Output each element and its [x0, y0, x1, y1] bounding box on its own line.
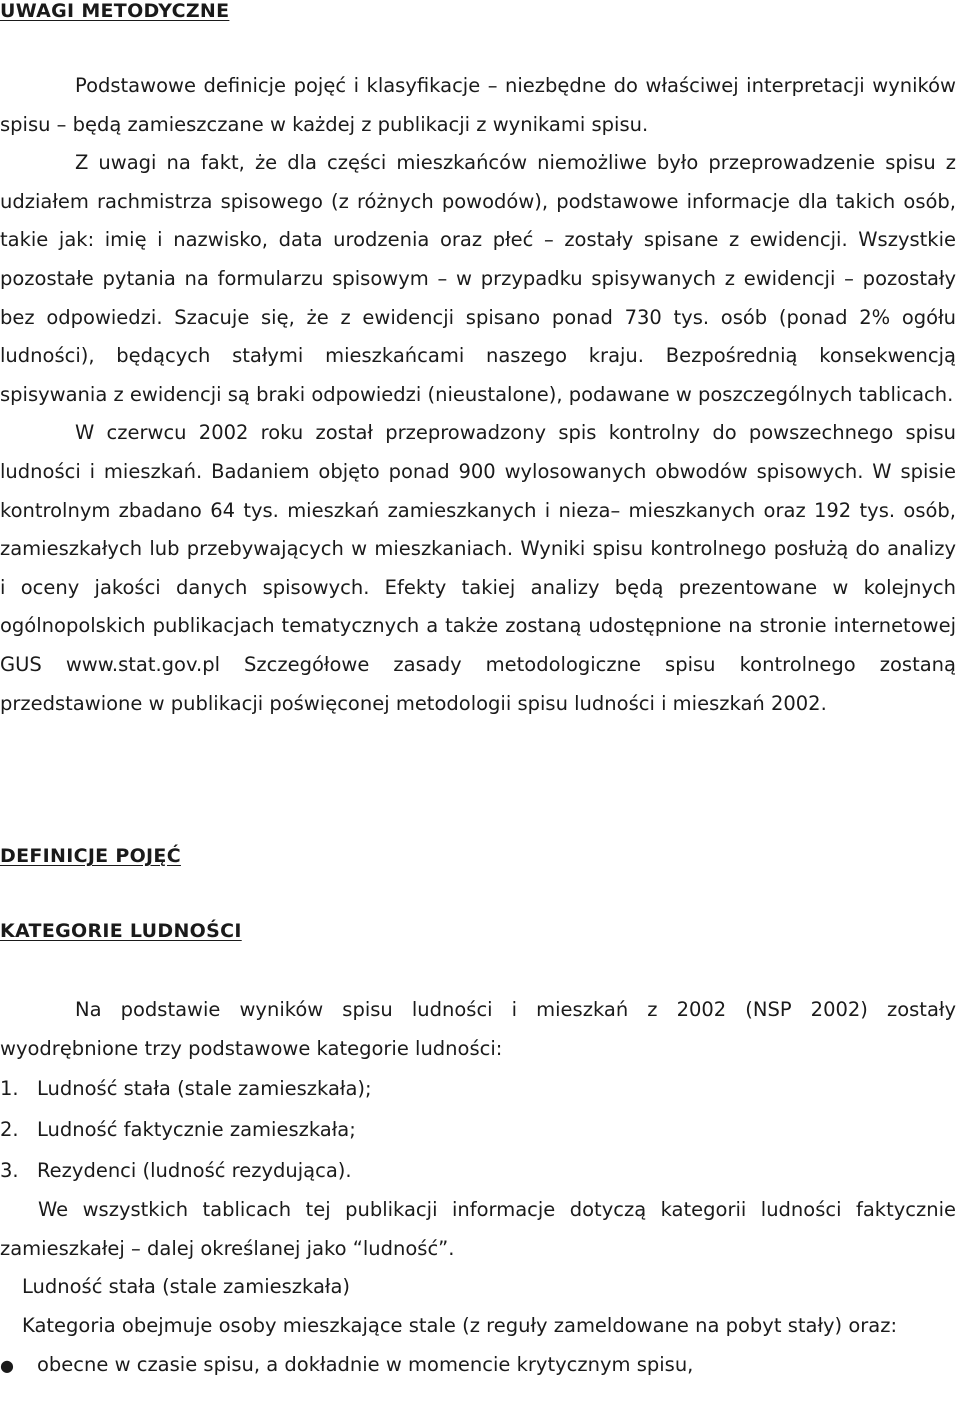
- heading-kategorie-ludnosci: KATEGORIE LUDNOŚCI: [0, 920, 242, 942]
- uwagi-body: [0, 67, 956, 723]
- list-item-text: Ludność stała (stale zamieszkała);: [37, 1077, 372, 1101]
- kategorie-body: [0, 991, 956, 1385]
- heading-definicje-pojec: DEFINICJE POJĘĆ: [0, 845, 181, 867]
- bullet-item-text: obecne w czasie spisu, a dokładnie w momencie krytycznym spisu,: [37, 1352, 694, 1376]
- bullet-icon: ●: [0, 1355, 14, 1375]
- bullet-list: [0, 1346, 956, 1385]
- subheading-ludnosc-stala: Ludność stała (stale zamieszkała): [22, 1275, 351, 1299]
- paragraph-uwagi-2: Z uwagi na fakt, że dla części mieszkańców niemożliwe było przeprowadzenie spisu z udziałem rachmistrza spisowego (z różnych powodów), podstawowe informacje dla takich osób, takie jak: imię i nazwisko, data urodzenia oraz płeć – zostały spisane z ewidencji. Wszystkie pozostałe pytania na formularzu spisowym – w przypadku spisywanych z ewidencji – pozostały bez odpowiedzi. Szacuje się, że z ewidencji spisano ponad 730 tys. osób (ponad 2% ogółu ludności), będących stałymi mieszkańcami naszego kraju. Bezpośrednią konsekwencją spisywania z ewidencji są braki odpowiedzi (nieustalone), podawane w poszczególnych tablicach.: [0, 151, 956, 406]
- paragraph-kategorie-2: We wszystkich tablicach tej publikacji informacje dotyczą kategorii ludności faktycznie zamieszkałej – dalej określanej jako “ludność”.: [0, 1198, 956, 1260]
- section-definicje-title: [0, 845, 960, 867]
- section-uwagi-title: [0, 0, 960, 22]
- list-item: [0, 1150, 956, 1191]
- paragraph-ludnosc-stala-1: Kategoria obejmuje osoby mieszkające stale (z reguły zameldowane na pobyt stały) oraz:: [22, 1313, 898, 1337]
- list-item-number: 3.: [0, 1159, 19, 1183]
- list-item-text: Rezydenci (ludność rezydująca).: [37, 1159, 352, 1183]
- list-item-number: 2.: [0, 1118, 19, 1142]
- heading-uwagi-metodyczne: UWAGI METODYCZNE: [0, 0, 230, 22]
- section-kategorie-title: [0, 920, 960, 942]
- list-item: [0, 1068, 956, 1109]
- list-item: [0, 1346, 956, 1385]
- category-list: [0, 1068, 956, 1191]
- paragraph-uwagi-1: Podstawowe definicje pojęć i klasyfikacje – niezbędne do właściwej interpretacji wyników spisu – będą zamieszczane w każdej z publikacji z wynikami spisu.: [0, 74, 956, 136]
- paragraph-kategorie-1: Na podstawie wyników spisu ludności i mieszkań z 2002 (NSP 2002) zostały wyodrębnione trzy podstawowe kategorie ludności:: [0, 998, 956, 1060]
- list-item-number: 1.: [0, 1077, 19, 1101]
- paragraph-uwagi-3: W czerwcu 2002 roku został przeprowadzony spis kontrolny do powszechnego spisu ludności i mieszkań. Badaniem objęto ponad 900 wylosowanych obwodów spisowych. W spisie kontrolnym zbadano 64 tys. mieszkań zamieszkanych i nieza– mieszkanych oraz 192 tys. osób, zamieszkałych lub przebywających w mieszkaniach. Wyniki spisu kontrolnego posłużą do analizy i oceny jakości danych spisowych. Efekty takiej analizy będą prezentowane w kolejnych ogólnopolskich publikacjach tematycznych a także zostaną udostępnione na stronie internetowej GUS www.stat.gov.pl Szczegółowe zasady metodologiczne spisu kontrolnego zostaną przedstawione w publikacji poświęconej metodologii spisu ludności i mieszkań 2002.: [0, 421, 956, 715]
- list-item: [0, 1109, 956, 1150]
- list-item-text: Ludność faktycznie zamieszkała;: [37, 1118, 356, 1142]
